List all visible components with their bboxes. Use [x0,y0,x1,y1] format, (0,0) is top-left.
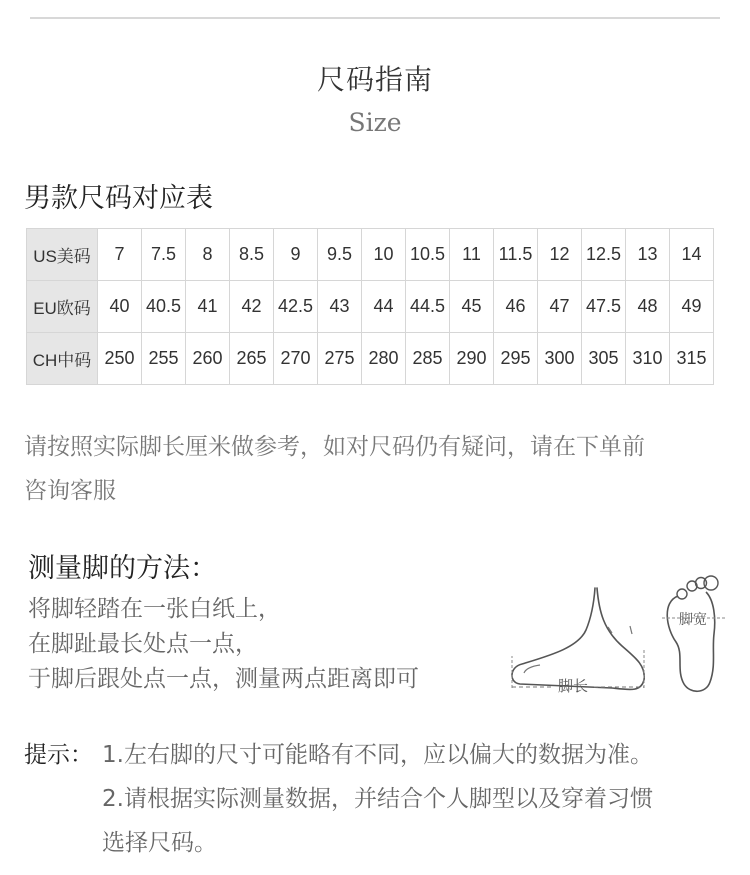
row-header: US美码 [27,229,98,281]
size-cell: 8.5 [230,229,274,281]
size-cell: 46 [494,281,538,333]
reference-note-line: 请按照实际脚长厘米做参考，如对尺码仍有疑问，请在下单前 [24,434,645,460]
size-cell: 265 [230,333,274,385]
foot-length-label: 脚长 [557,677,589,695]
measure-step: 在脚趾最长处点一点， [28,631,258,657]
measure-step: 于脚后跟处点一点，测量两点距离即可 [28,666,419,692]
foot-width-label: 脚宽 [679,612,707,628]
size-cell: 10.5 [406,229,450,281]
size-cell: 48 [626,281,670,333]
size-cell: 42 [230,281,274,333]
size-cell: 12.5 [582,229,626,281]
reference-note [24,425,724,513]
size-cell: 42.5 [274,281,318,333]
size-cell: 10 [362,229,406,281]
size-cell: 44.5 [406,281,450,333]
size-cell: 315 [670,333,714,385]
size-cell: 43 [318,281,362,333]
tip-line: 1.左右脚的尺寸可能略有不同，应以偏大的数据为准。 [102,742,653,768]
size-cell: 255 [142,333,186,385]
size-cell: 295 [494,333,538,385]
top-divider [30,17,720,19]
size-cell: 47 [538,281,582,333]
size-cell: 13 [626,229,670,281]
size-cell: 310 [626,333,670,385]
foot-measure-illustration [500,570,725,700]
size-cell: 275 [318,333,362,385]
row-header: CH中码 [27,333,98,385]
table-row [27,333,714,385]
table-title: 男款尺码对应表 [24,183,213,214]
tips [24,733,653,865]
tips-label: 提示： [24,742,93,768]
tip-line: 2.请根据实际测量数据，并结合个人脚型以及穿着习惯 [102,786,653,812]
size-cell: 11 [450,229,494,281]
table-row [27,229,714,281]
foot-sole-outline [667,592,714,691]
size-cell: 41 [186,281,230,333]
size-cell: 9 [274,229,318,281]
size-cell: 7 [98,229,142,281]
tip-line: 选择尺码。 [102,830,217,856]
page-subtitle: Size [348,108,402,137]
size-cell: 49 [670,281,714,333]
size-cell: 260 [186,333,230,385]
size-cell: 40.5 [142,281,186,333]
size-cell: 44 [362,281,406,333]
foot-side-outline [512,588,644,690]
size-cell: 305 [582,333,626,385]
size-cell: 40 [98,281,142,333]
size-cell: 290 [450,333,494,385]
table-row [27,281,714,333]
size-table [26,228,714,385]
measure-steps [28,592,419,697]
size-cell: 45 [450,281,494,333]
size-cell: 285 [406,333,450,385]
size-cell: 280 [362,333,406,385]
page-title: 尺码指南 [316,63,433,96]
size-cell: 270 [274,333,318,385]
size-cell: 8 [186,229,230,281]
reference-note-line: 咨询客服 [24,478,116,504]
measure-title: 测量脚的方法： [28,553,217,584]
row-header: EU欧码 [27,281,98,333]
size-cell: 11.5 [494,229,538,281]
size-cell: 9.5 [318,229,362,281]
size-cell: 250 [98,333,142,385]
measure-step: 将脚轻踏在一张白纸上， [28,596,281,622]
size-cell: 47.5 [582,281,626,333]
size-cell: 14 [670,229,714,281]
size-cell: 12 [538,229,582,281]
size-cell: 7.5 [142,229,186,281]
size-cell: 300 [538,333,582,385]
